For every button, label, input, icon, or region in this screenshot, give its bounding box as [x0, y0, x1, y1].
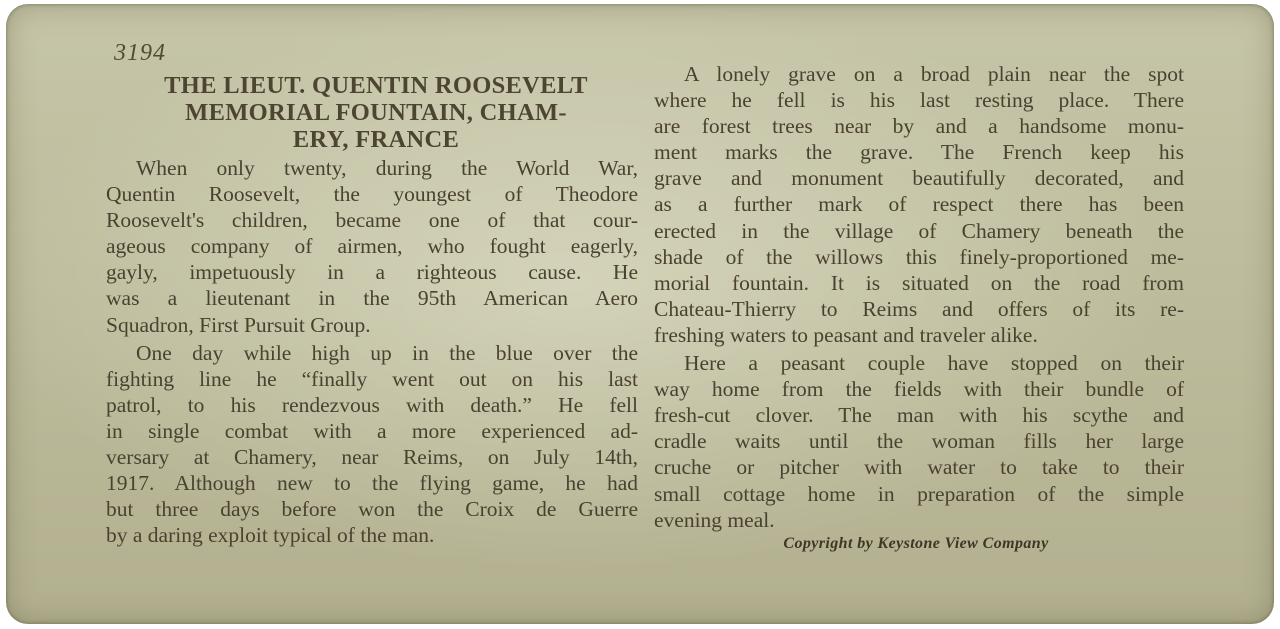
paragraph: [106, 340, 638, 549]
text-line: Roosevelt's children, became one of that cour-: [106, 208, 638, 233]
text-line: fighting line he “finally went out on his last: [106, 366, 638, 391]
text-line: small cottage home in preparation of the simple: [654, 481, 1184, 506]
text-line: cradle waits until the woman fills her large: [654, 429, 1184, 454]
text-line: fresh-cut clover. The man with his scythe and: [654, 403, 1184, 428]
paragraph: [654, 61, 1184, 348]
left-text-column: [106, 155, 638, 548]
right-text-column: [654, 61, 1184, 533]
text-line: Here a peasant couple have stopped on their: [684, 351, 1184, 376]
title-line: ERY, FRANCE: [292, 126, 460, 153]
copyright-line: Copyright by Keystone View Company: [783, 535, 1049, 552]
text-line: but three days before won the Croix de Guerre: [106, 497, 638, 522]
text-line: shade of the willows this finely-proportioned me-: [654, 244, 1184, 269]
card-number: 3194: [114, 40, 166, 66]
text-line: When only twenty, during the World War,: [136, 156, 638, 180]
text-line: where he fell is his last resting place. There: [654, 88, 1184, 113]
text-line: morial fountain. It is situated on the road from: [654, 270, 1184, 295]
text-line: Squadron, First Pursuit Group.: [106, 312, 371, 337]
text-line: ageous company of airmen, who fought eagerly,: [106, 234, 638, 259]
card-title: [110, 72, 642, 153]
text-line: was a lieutenant in the 95th American Aero: [106, 286, 638, 311]
text-line: in single combat with a more experienced ad-: [106, 418, 638, 443]
text-line: freshing waters to peasant and traveler alike.: [654, 322, 1038, 347]
text-line: 1917. Although new to the flying game, he had: [106, 471, 638, 496]
text-line: as a further mark of respect there has been: [654, 192, 1184, 217]
text-line: are forest trees near by and a handsome monu-: [654, 114, 1184, 139]
title-line: THE LIEUT. QUENTIN ROOSEVELT: [164, 72, 588, 99]
paragraph: [106, 155, 638, 338]
text-line: grave and monument beautifully decorated, and: [654, 166, 1184, 191]
stereoview-card-back: [6, 4, 1274, 624]
text-line: ment marks the grave. The French keep his: [654, 140, 1184, 165]
paragraph: [654, 350, 1184, 533]
text-line: patrol, to his rendezvous with death.” He fell: [106, 392, 638, 417]
text-line: cruche or pitcher with water to take to their: [654, 455, 1184, 480]
text-line: One day while high up in the blue over the: [136, 340, 638, 365]
text-line: Chateau-Thierry to Reims and offers of its re-: [654, 296, 1184, 321]
text-line: A lonely grave on a broad plain near the spot: [684, 62, 1184, 86]
text-line: by a daring exploit typical of the man.: [106, 523, 435, 548]
text-line: gayly, impetuously in a righteous cause. He: [106, 260, 638, 285]
text-line: way home from the fields with their bundle of: [654, 377, 1184, 402]
text-line: versary at Chamery, near Reims, on July 14th,: [106, 445, 638, 470]
title-line: MEMORIAL FOUNTAIN, CHAM-: [185, 99, 567, 126]
text-line: evening meal.: [654, 507, 775, 532]
text-line: Quentin Roosevelt, the youngest of Theodore: [106, 182, 638, 207]
text-line: erected in the village of Chamery beneath the: [654, 218, 1184, 243]
